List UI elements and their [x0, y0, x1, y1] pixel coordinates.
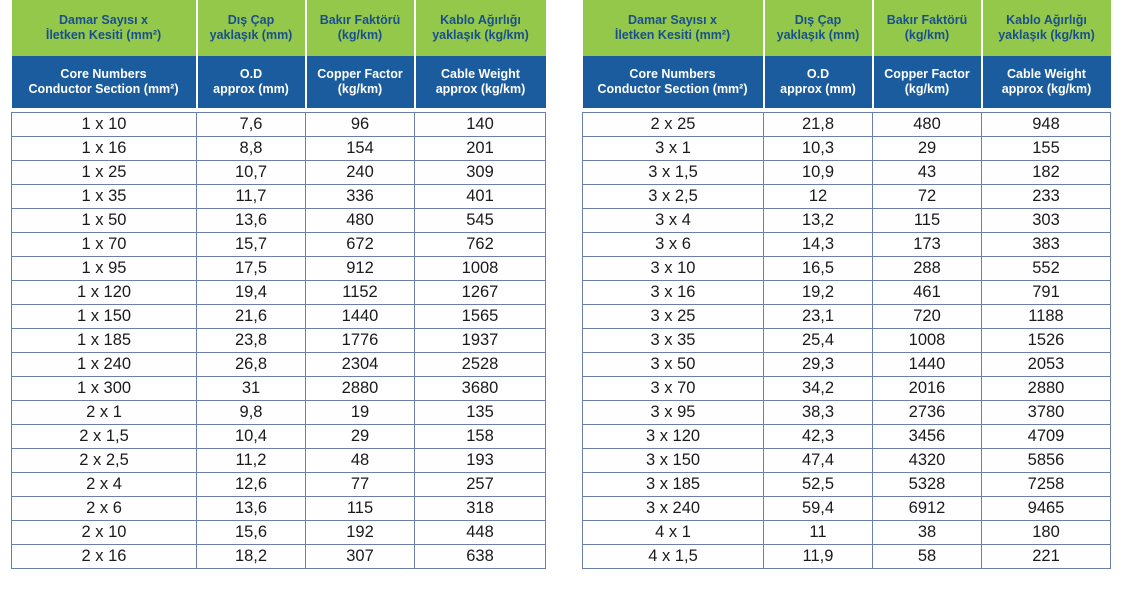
cell-copper-factor: 2304: [306, 353, 415, 377]
cell-cable-weight: 201: [415, 137, 546, 161]
table-row: [583, 449, 1111, 473]
cell-outer-diameter: 15,6: [197, 521, 306, 545]
cell-outer-diameter: 12: [764, 185, 873, 209]
cell-core-section: 1 x 95: [12, 257, 197, 281]
cell-outer-diameter: 13,6: [197, 209, 306, 233]
table-row: [12, 497, 546, 521]
table-row: [12, 113, 546, 137]
cell-copper-factor: 720: [873, 305, 982, 329]
cell-outer-diameter: 52,5: [764, 473, 873, 497]
cell-outer-diameter: 29,3: [764, 353, 873, 377]
cell-outer-diameter: 11: [764, 521, 873, 545]
cell-core-section: 4 x 1,5: [583, 545, 764, 569]
header-row-english: [12, 56, 546, 108]
cell-outer-diameter: 31: [197, 377, 306, 401]
table-row: [583, 521, 1111, 545]
table-body: [12, 113, 546, 569]
cell-cable-weight: 140: [415, 113, 546, 137]
cell-outer-diameter: 12,6: [197, 473, 306, 497]
cell-core-section: 1 x 35: [12, 185, 197, 209]
table-row: [12, 401, 546, 425]
cell-core-section: 1 x 16: [12, 137, 197, 161]
table-row: [12, 353, 546, 377]
header-tr-outer-diameter: Dış Çap yaklaşık (mm): [764, 0, 873, 56]
cell-copper-factor: 6912: [873, 497, 982, 521]
cell-cable-weight: 1937: [415, 329, 546, 353]
cell-cable-weight: 155: [982, 137, 1111, 161]
cell-core-section: 3 x 240: [583, 497, 764, 521]
cell-core-section: 3 x 150: [583, 449, 764, 473]
cell-copper-factor: 43: [873, 161, 982, 185]
cell-core-section: 1 x 50: [12, 209, 197, 233]
cell-core-section: 2 x 10: [12, 521, 197, 545]
cell-cable-weight: 552: [982, 257, 1111, 281]
table-row: [583, 161, 1111, 185]
cable-table-left: [11, 0, 546, 569]
table-row: [12, 473, 546, 497]
table-row: [583, 257, 1111, 281]
cell-cable-weight: 257: [415, 473, 546, 497]
header-en-cable-weight: Cable Weight approx (kg/km): [415, 56, 546, 108]
table-row: [583, 233, 1111, 257]
cell-copper-factor: 173: [873, 233, 982, 257]
cell-cable-weight: 221: [982, 545, 1111, 569]
cell-copper-factor: 115: [873, 209, 982, 233]
cell-core-section: 3 x 95: [583, 401, 764, 425]
cell-copper-factor: 1440: [306, 305, 415, 329]
cell-core-section: 1 x 240: [12, 353, 197, 377]
cell-outer-diameter: 7,6: [197, 113, 306, 137]
cell-copper-factor: 240: [306, 161, 415, 185]
table-row: [12, 257, 546, 281]
cell-outer-diameter: 42,3: [764, 425, 873, 449]
cell-copper-factor: 2736: [873, 401, 982, 425]
table-row: [583, 425, 1111, 449]
cell-copper-factor: 1152: [306, 281, 415, 305]
header-en-core-section: Core Numbers Conductor Section (mm²): [583, 56, 764, 108]
cell-outer-diameter: 13,6: [197, 497, 306, 521]
cell-cable-weight: 135: [415, 401, 546, 425]
cell-cable-weight: 180: [982, 521, 1111, 545]
cell-cable-weight: 383: [982, 233, 1111, 257]
cell-core-section: 1 x 300: [12, 377, 197, 401]
table-row: [12, 233, 546, 257]
header-en-cable-weight: Cable Weight approx (kg/km): [982, 56, 1111, 108]
cell-outer-diameter: 23,1: [764, 305, 873, 329]
cell-outer-diameter: 10,7: [197, 161, 306, 185]
cell-core-section: 3 x 6: [583, 233, 764, 257]
cell-outer-diameter: 21,8: [764, 113, 873, 137]
cell-outer-diameter: 59,4: [764, 497, 873, 521]
table-row: [583, 137, 1111, 161]
cell-outer-diameter: 18,2: [197, 545, 306, 569]
cell-outer-diameter: 8,8: [197, 137, 306, 161]
cell-core-section: 2 x 1,5: [12, 425, 197, 449]
cell-cable-weight: 3780: [982, 401, 1111, 425]
table-row: [583, 377, 1111, 401]
header-tr-cable-weight: Kablo Ağırlığı yaklaşık (kg/km): [415, 0, 546, 56]
cell-cable-weight: 7258: [982, 473, 1111, 497]
cell-copper-factor: 336: [306, 185, 415, 209]
cell-cable-weight: 791: [982, 281, 1111, 305]
table-row: [12, 185, 546, 209]
cell-copper-factor: 480: [873, 113, 982, 137]
table-row: [12, 209, 546, 233]
cell-core-section: 2 x 25: [583, 113, 764, 137]
cell-outer-diameter: 10,3: [764, 137, 873, 161]
header-tr-copper-factor: Bakır Faktörü (kg/km): [306, 0, 415, 56]
cell-core-section: 3 x 4: [583, 209, 764, 233]
cell-core-section: 1 x 10: [12, 113, 197, 137]
table-row: [583, 353, 1111, 377]
table-row: [12, 281, 546, 305]
cell-copper-factor: 5328: [873, 473, 982, 497]
header-tr-core-section: Damar Sayısı x İletken Kesiti (mm²): [12, 0, 197, 56]
cell-cable-weight: 233: [982, 185, 1111, 209]
table-row: [583, 209, 1111, 233]
header-en-outer-diameter: O.D approx (mm): [197, 56, 306, 108]
table-row: [583, 497, 1111, 521]
header-tr-copper-factor: Bakır Faktörü (kg/km): [873, 0, 982, 56]
cell-copper-factor: 1776: [306, 329, 415, 353]
cell-core-section: 3 x 35: [583, 329, 764, 353]
cell-cable-weight: 3680: [415, 377, 546, 401]
cell-outer-diameter: 26,8: [197, 353, 306, 377]
cell-outer-diameter: 16,5: [764, 257, 873, 281]
table-row: [583, 401, 1111, 425]
cell-core-section: 1 x 70: [12, 233, 197, 257]
cell-copper-factor: 2016: [873, 377, 982, 401]
cell-core-section: 3 x 1: [583, 137, 764, 161]
cell-copper-factor: 1440: [873, 353, 982, 377]
cell-cable-weight: 9465: [982, 497, 1111, 521]
header-tr-core-section: Damar Sayısı x İletken Kesiti (mm²): [583, 0, 764, 56]
cell-cable-weight: 448: [415, 521, 546, 545]
table-row: [12, 137, 546, 161]
cell-copper-factor: 48: [306, 449, 415, 473]
cell-outer-diameter: 11,7: [197, 185, 306, 209]
cell-cable-weight: 2053: [982, 353, 1111, 377]
cell-copper-factor: 96: [306, 113, 415, 137]
cell-cable-weight: 1008: [415, 257, 546, 281]
table-row: [12, 521, 546, 545]
cell-copper-factor: 912: [306, 257, 415, 281]
cell-copper-factor: 115: [306, 497, 415, 521]
cell-cable-weight: 318: [415, 497, 546, 521]
cell-core-section: 1 x 120: [12, 281, 197, 305]
cell-core-section: 2 x 16: [12, 545, 197, 569]
cell-copper-factor: 672: [306, 233, 415, 257]
cell-copper-factor: 288: [873, 257, 982, 281]
cell-outer-diameter: 11,9: [764, 545, 873, 569]
cell-cable-weight: 401: [415, 185, 546, 209]
header-row-english: [583, 56, 1111, 108]
cell-cable-weight: 303: [982, 209, 1111, 233]
cell-cable-weight: 4709: [982, 425, 1111, 449]
cell-cable-weight: 1565: [415, 305, 546, 329]
cell-outer-diameter: 15,7: [197, 233, 306, 257]
cell-outer-diameter: 19,4: [197, 281, 306, 305]
cell-cable-weight: 5856: [982, 449, 1111, 473]
cell-core-section: 2 x 2,5: [12, 449, 197, 473]
cell-copper-factor: 480: [306, 209, 415, 233]
cell-cable-weight: 762: [415, 233, 546, 257]
cell-copper-factor: 3456: [873, 425, 982, 449]
cell-outer-diameter: 9,8: [197, 401, 306, 425]
cell-outer-diameter: 17,5: [197, 257, 306, 281]
cell-core-section: 1 x 150: [12, 305, 197, 329]
header-en-copper-factor: Copper Factor (kg/km): [873, 56, 982, 108]
cell-core-section: 1 x 25: [12, 161, 197, 185]
cell-copper-factor: 58: [873, 545, 982, 569]
cell-copper-factor: 29: [306, 425, 415, 449]
cell-core-section: 4 x 1: [583, 521, 764, 545]
table-row: [12, 305, 546, 329]
cell-core-section: 3 x 50: [583, 353, 764, 377]
cell-copper-factor: 72: [873, 185, 982, 209]
table-row: [583, 305, 1111, 329]
cell-copper-factor: 461: [873, 281, 982, 305]
header-row-turkish: [12, 0, 546, 56]
cell-copper-factor: 1008: [873, 329, 982, 353]
cell-cable-weight: 1188: [982, 305, 1111, 329]
table-body: [583, 113, 1111, 569]
cell-cable-weight: 193: [415, 449, 546, 473]
cell-outer-diameter: 10,4: [197, 425, 306, 449]
header-tr-cable-weight: Kablo Ağırlığı yaklaşık (kg/km): [982, 0, 1111, 56]
cell-outer-diameter: 25,4: [764, 329, 873, 353]
cable-table-right: [582, 0, 1111, 569]
cell-outer-diameter: 11,2: [197, 449, 306, 473]
cell-outer-diameter: 23,8: [197, 329, 306, 353]
cell-core-section: 3 x 185: [583, 473, 764, 497]
header-tr-outer-diameter: Dış Çap yaklaşık (mm): [197, 0, 306, 56]
cell-copper-factor: 192: [306, 521, 415, 545]
table-row: [583, 329, 1111, 353]
header-row-turkish: [583, 0, 1111, 56]
cell-cable-weight: 638: [415, 545, 546, 569]
cell-core-section: 3 x 120: [583, 425, 764, 449]
cell-outer-diameter: 14,3: [764, 233, 873, 257]
cell-outer-diameter: 10,9: [764, 161, 873, 185]
header-en-outer-diameter: O.D approx (mm): [764, 56, 873, 108]
table-row: [12, 545, 546, 569]
cell-core-section: 1 x 185: [12, 329, 197, 353]
table-row: [583, 113, 1111, 137]
cell-cable-weight: 948: [982, 113, 1111, 137]
table-row: [12, 161, 546, 185]
cell-copper-factor: 19: [306, 401, 415, 425]
cell-core-section: 3 x 70: [583, 377, 764, 401]
cell-copper-factor: 29: [873, 137, 982, 161]
table-row: [12, 377, 546, 401]
cell-outer-diameter: 38,3: [764, 401, 873, 425]
header-en-core-section: Core Numbers Conductor Section (mm²): [12, 56, 197, 108]
table-row: [12, 449, 546, 473]
cell-core-section: 3 x 10: [583, 257, 764, 281]
cell-outer-diameter: 21,6: [197, 305, 306, 329]
table-row: [583, 473, 1111, 497]
cell-outer-diameter: 13,2: [764, 209, 873, 233]
cell-core-section: 3 x 16: [583, 281, 764, 305]
cell-cable-weight: 182: [982, 161, 1111, 185]
cell-cable-weight: 1526: [982, 329, 1111, 353]
cell-cable-weight: 2880: [982, 377, 1111, 401]
table-row: [12, 425, 546, 449]
cell-copper-factor: 2880: [306, 377, 415, 401]
cell-core-section: 3 x 1,5: [583, 161, 764, 185]
table-row: [583, 281, 1111, 305]
cell-core-section: 2 x 6: [12, 497, 197, 521]
cell-core-section: 2 x 1: [12, 401, 197, 425]
cell-outer-diameter: 47,4: [764, 449, 873, 473]
cell-cable-weight: 309: [415, 161, 546, 185]
cell-cable-weight: 2528: [415, 353, 546, 377]
cell-core-section: 3 x 25: [583, 305, 764, 329]
header-en-copper-factor: Copper Factor (kg/km): [306, 56, 415, 108]
cell-outer-diameter: 19,2: [764, 281, 873, 305]
table-row: [583, 185, 1111, 209]
table-row: [583, 545, 1111, 569]
table-row: [12, 329, 546, 353]
cell-copper-factor: 77: [306, 473, 415, 497]
cell-copper-factor: 4320: [873, 449, 982, 473]
cell-core-section: 3 x 2,5: [583, 185, 764, 209]
cell-cable-weight: 1267: [415, 281, 546, 305]
cell-copper-factor: 307: [306, 545, 415, 569]
cell-core-section: 2 x 4: [12, 473, 197, 497]
cell-outer-diameter: 34,2: [764, 377, 873, 401]
cell-copper-factor: 38: [873, 521, 982, 545]
cell-cable-weight: 545: [415, 209, 546, 233]
cell-cable-weight: 158: [415, 425, 546, 449]
cell-copper-factor: 154: [306, 137, 415, 161]
